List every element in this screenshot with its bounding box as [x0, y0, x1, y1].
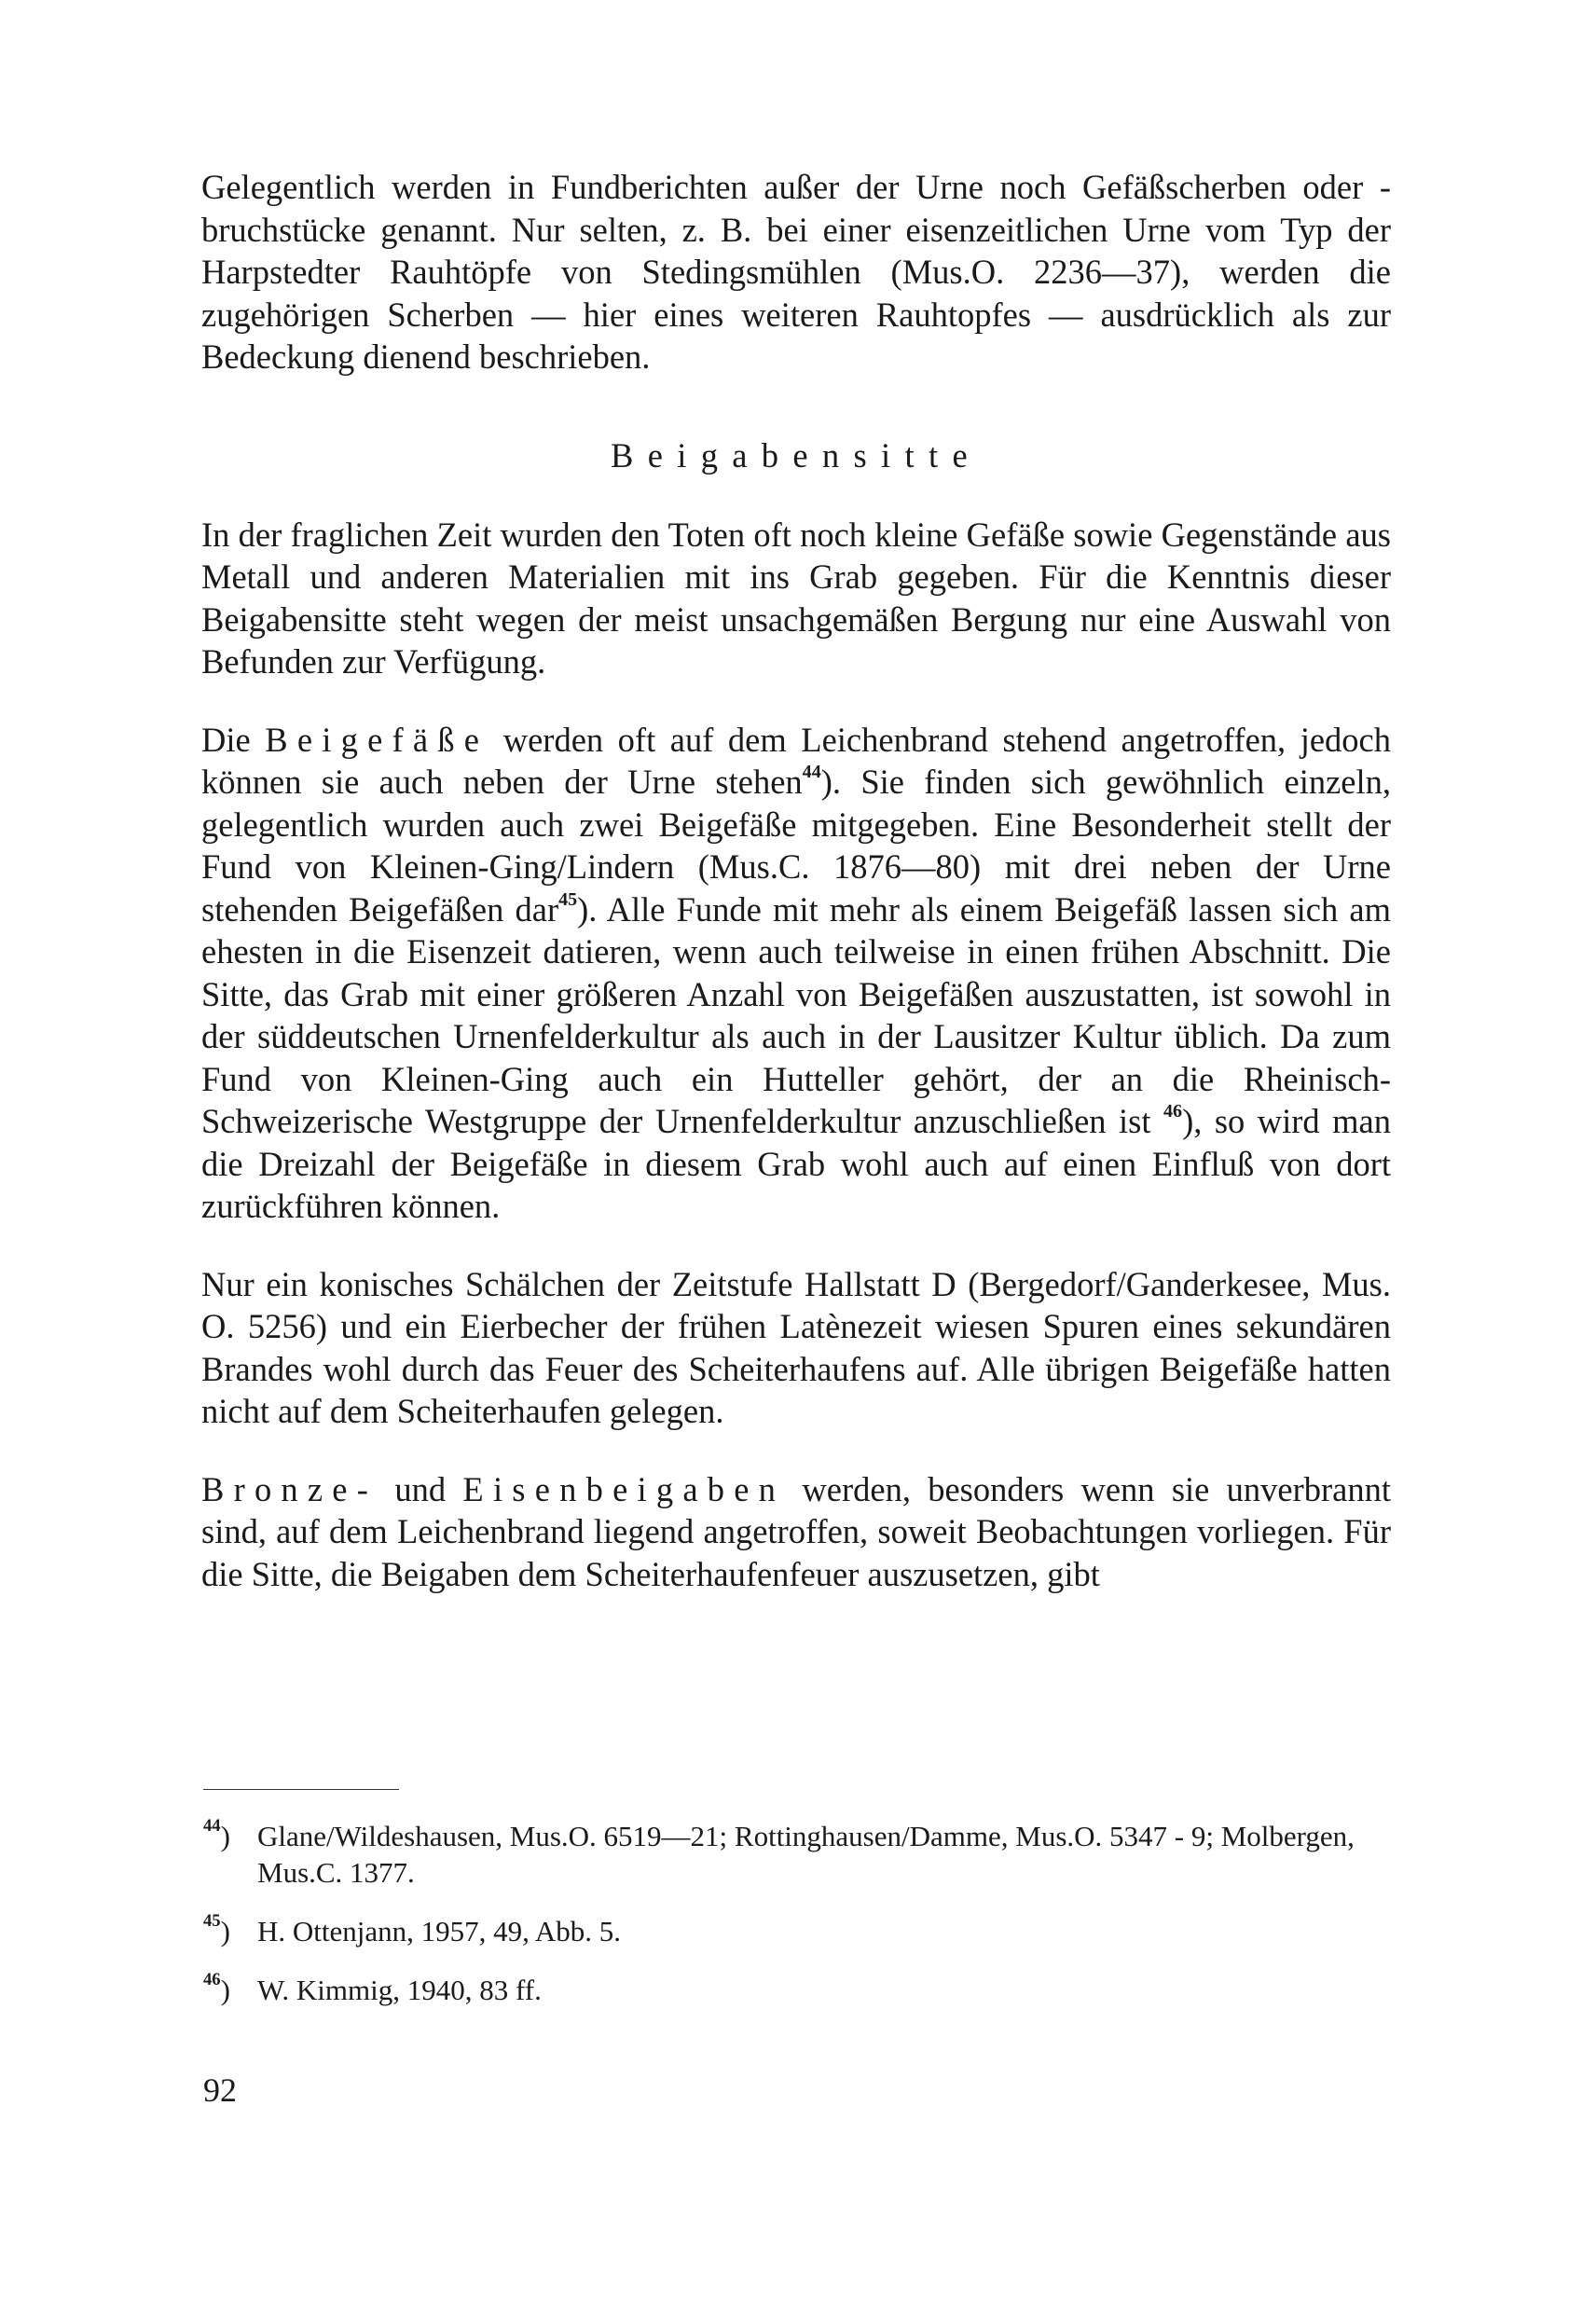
paragraph-scherben: Gelegentlich werden in Fundberichten außer der Urne noch Gefäßscherben oder -bruchstücke genannt. Nur selten, z. B. bei einer eisenzeitlichen Urne vom Typ der Harpstedter Rauhtöpfe von Stedingsmühlen (Mus.O. 2236—37), werden die zugehörigen Scherben — hier eines weiteren Rauhtopfes — ausdrücklich als zur Bedeckung dienend beschrieben. — [201, 168, 1391, 376]
footnote-ref-44[interactable]: 44 — [802, 761, 821, 782]
footnote-ref-45[interactable]: 45 — [558, 888, 578, 910]
text-segment: werden oft auf dem Leichenbrand stehend angetroffen, jedoch können sie auch neben der Urne stehen — [201, 720, 1392, 801]
footnote-number: 46 — [203, 1970, 221, 1990]
paragraph-intro-beigaben: In der fraglichen Zeit wurden den Toten oft noch kleine Gefäße sowie Gegenstände aus Metall und anderen Materialien mit ins Grab gegeben. Für die Kenntnis dieser Beigabensitte steht wegen der meist unsachgemäßen Bergung nur eine Auswahl von Befunden zur Verfügung. — [201, 515, 1391, 681]
footnote-mark — [203, 1972, 257, 2008]
section-heading: Beigabensitte — [611, 435, 982, 475]
footnote-mark — [203, 1818, 257, 1891]
text-segment: werden, besonders wenn sie unverbrannt sind, auf dem Leichenbrand liegend angetroffen, soweit Beobachtungen vorliegen. Für die Sitte, die Beigaben dem Scheiterhaufenfeuer auszusetzen, gibt — [201, 1469, 1391, 1593]
footnote-number: 44 — [203, 1816, 221, 1837]
paragraph-brandspuren: Nur ein konisches Schälchen der Zeitstufe Hallstatt D (Bergedorf/Ganderkesee, Mus. O. 5256) und ein Eierbecher der frühen Latènezeit wiesen Spuren eines sekundären Brandes wohl durch das Feuer des Scheiterhaufens auf. Alle übrigen Beigefäße hatten nicht auf dem Scheiterhaufen gelegen. — [201, 1264, 1391, 1430]
main-text — [201, 166, 1391, 1595]
footnote-45 — [203, 1913, 1393, 1949]
footnote-ref-46[interactable]: 46 — [1163, 1100, 1183, 1122]
text-segment: ). Sie finden sich gewöhnlich einzeln, gelegentlich wurden auch zwei Beigefäße mitgegeben. Eine Besonderheit stellt der Fund von Kleinen-Ging/Lindern (Mus.C. 1876—80) mit drei neben der Urne stehenden Beigefäßen dar — [201, 763, 1391, 929]
footnote-text: Glane/Wildeshausen, Mus.O. 6519—21; Rottinghausen/Damme, Mus.O. 5347 - 9; Molbergen, Mus.C. 1377. — [257, 1820, 1355, 1889]
footnote-text: W. Kimmig, 1940, 83 ff. — [257, 1974, 542, 2006]
text-connector: und — [394, 1469, 447, 1508]
text-lead: Die — [201, 720, 251, 759]
spaced-term-bronze: Bronze- — [201, 1469, 378, 1508]
footnotes — [203, 1818, 1393, 2030]
text-segment: ). Alle Funde mit mehr als einem Beigefäß lassen sich am ehesten in die Eisenzeit datieren, wenn auch teilweise in einen frühen Abschnitt. Die Sitte, das Grab mit einer größeren Anzahl von Beigefäßen auszustatten, ist sowohl in der süddeutschen Urnenfelderkultur als auch in der Lausitzer Kultur üblich. Da zum Fund von Kleinen-Ging auch ein Hutteller gehört, der an die Rheinisch-Schweizerische Westgruppe der Urnenfelderkultur anzuschließen ist — [201, 889, 1391, 1140]
paragraph-metallbeigaben — [201, 1468, 1391, 1596]
footnote-44 — [203, 1818, 1393, 1891]
page-number: 92 — [203, 2071, 237, 2109]
footnote-paren: ) — [220, 1820, 230, 1852]
paragraph-beigefaesse — [201, 719, 1391, 1228]
footnote-divider — [203, 1789, 399, 1790]
footnote-mark — [203, 1913, 257, 1949]
spaced-term-beigefaesse: Beigefäße — [265, 720, 489, 759]
footnote-text: H. Ottenjann, 1957, 49, Abb. 5. — [257, 1915, 622, 1947]
footnote-paren: ) — [220, 1974, 230, 2006]
spaced-term-eisenbeigaben: Eisenbeigaben — [462, 1469, 786, 1508]
footnote-paren: ) — [220, 1915, 230, 1947]
text-segment: ), so wird man die Dreizahl der Beigefäße in diesem Grab wohl auch auf einen Einfluß von dort zurückführen können. — [201, 1102, 1392, 1225]
footnote-number: 45 — [203, 1911, 221, 1932]
footnote-46 — [203, 1972, 1393, 2008]
